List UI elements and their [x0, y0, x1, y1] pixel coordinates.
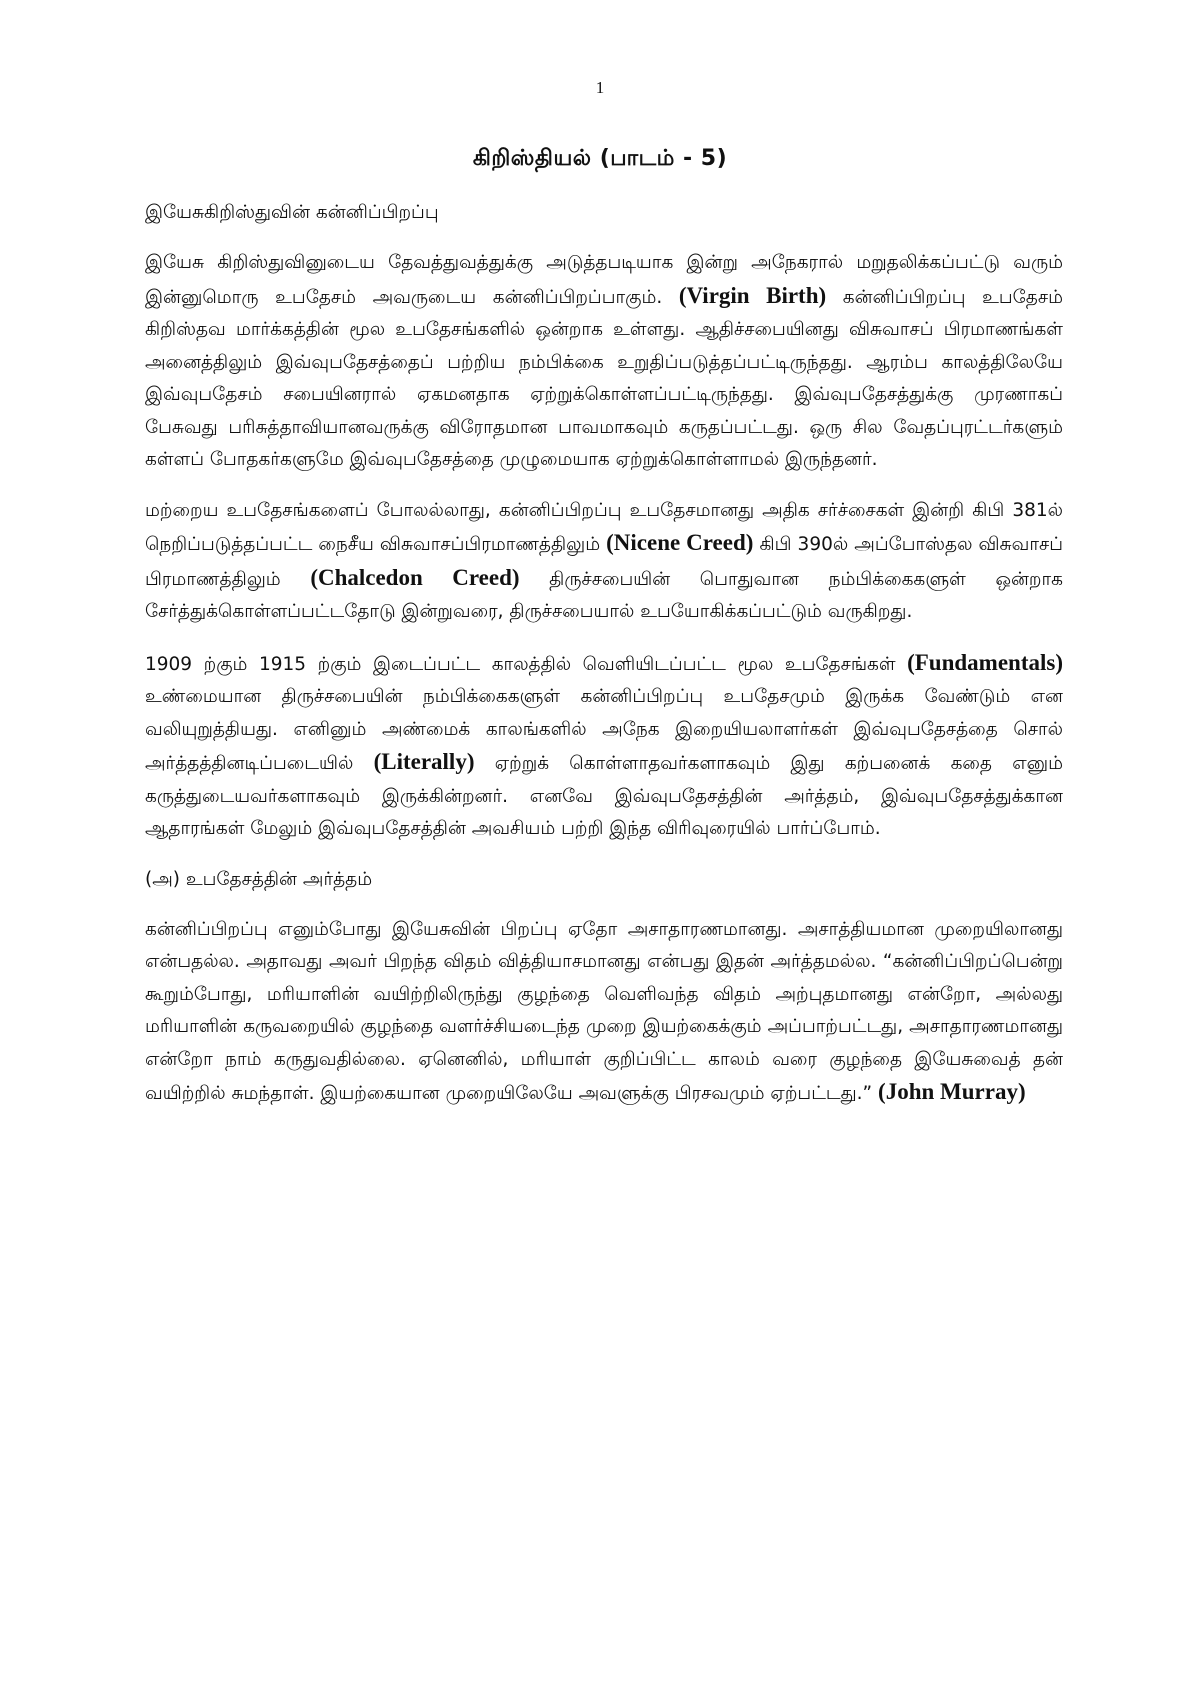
paragraph-2-text-c: திருச்சபையின் பொதுவான நம்பிக்கைகளுள் ஒன்றாக சேர்த்துக்கொள்ளப்பட்டதோடு இன்றுவரை, திருச்சபையால் உபயோகிக்கப்பட்டும் வருகிறது. [145, 568, 1063, 622]
paragraph-4 [145, 914, 1063, 1111]
paragraph-1-text-b: கன்னிப்பிறப்பு உபதேசம் கிறிஸ்தவ மார்க்கத்தின் மூல உபதேசங்களில் ஒன்றாக உள்ளது. ஆதிச்சபையினது விசுவாசப் பிரமாணங்கள் அனைத்திலும் இவ்வுபதேசத்தைப் பற்றிய நம்பிக்கை உறுதிப்படுத்தப்பட்டிருந்தது. ஆரம்ப காலத்திலேயே இவ்வுபதேசம் சபையினரால் ஏகமனதாக ஏற்றுக்கொள்ளப்பட்டிருந்தது. இவ்வுபதேசத்துக்கு முரணாகப் பேசுவது பரிசுத்தாவியானவருக்கு விரோதமான பாவமாகவும் கருதப்பட்டது. ஒரு சில வேதப்புரட்டர்களும் கள்ளப் போதகர்களுமே இவ்வுபதேசத்தை முழுமையாக ஏற்றுக்கொள்ளாமல் இருந்தனர். [145, 286, 1063, 470]
term-fundamentals: (Fundamentals) [907, 649, 1063, 675]
term-chalcedon-creed: (Chalcedon Creed) [310, 564, 520, 590]
paragraph-3-text-b: உண்மையான திருச்சபையின் நம்பிக்கைகளுள் கன்னிப்பிறப்பு உபதேசமும் இருக்க வேண்டும் என வலியுறுத்தியது. எனினும் அண்மைக் காலங்களில் அநேக இறையியலாளர்கள் இவ்வுபதேசத்தை சொல் அர்த்தத்தினடிப்படையில் [145, 686, 1063, 774]
paragraph-1-text-a: இயேசு கிறிஸ்துவினுடைய தேவத்துவத்துக்கு அடுத்தபடியாக இன்று அநேகரால் மறுதலிக்கப்பட்டு வரும் இன்னுமொரு உபதேசம் அவருடைய கன்னிப்பிறப்பாகும். [145, 252, 1063, 308]
section-heading: இயேசுகிறிஸ்துவின் கன்னிப்பிறப்பு [145, 202, 439, 223]
paragraph-1 [145, 247, 1063, 477]
paragraph-3-text-c: ஏற்றுக் கொள்ளாதவர்களாகவும் இது கற்பனைக் கதை எனும் கருத்துடையவர்களாகவும் இருக்கின்றனர். எனவே இவ்வுபதேசத்தின் அர்த்தம், இவ்வுபதேசத்துக்கான ஆதாரங்கள் மேலும் இவ்வுபதேசத்தின் அவசியம் பற்றி இந்த விரிவுரையில் பார்ப்போம். [145, 753, 1064, 839]
term-nicene-creed: (Nicene Creed) [606, 530, 754, 555]
subheading-meaning: (அ) உபதேசத்தின் அர்த்தம் [145, 868, 373, 890]
quote-source: (John Murray) [878, 1079, 1026, 1104]
document-body [145, 197, 1063, 1129]
term-literally: (Literally) [373, 749, 475, 774]
page-number: 1 [595, 78, 605, 97]
paragraph-4-text-a: கன்னிப்பிறப்பு எனும்போது இயேசுவின் பிறப்பு ஏதோ அசாதாரணமானது. அசாத்தியமான முறையிலானது என்பதல்ல. அதாவது அவர் பிறந்த விதம் வித்தியாசமானது என்பது இதன் அர்த்தமல்ல. “கன்னிப்பிறப்பென்று கூறும்போது, மரியாளின் வயிற்றிலிருந்து குழந்தை வெளிவந்த விதம் அற்புதமானது என்றோ, அல்லது மரியாளின் கருவறையில் குழந்தை வளர்ச்சியடைந்த முறை இயற்கைக்கும் அப்பாற்பட்டது, அசாதாரணமானது என்றோ நாம் கருதுவதில்லை. ஏனெனில், மரியாள் குறிப்பிட்ட காலம் வரை குழந்தை இயேசுவைத் தன் வயிற்றில் சுமந்தாள். இயற்கையான முறையிலேயே அவளுக்கு பிரசவமும் ஏற்பட்டது.” [145, 918, 1063, 1104]
term-virgin-birth: (Virgin Birth) [678, 282, 827, 308]
paragraph-3-text-a: 1909 ற்கும் 1915 ற்கும் இடைப்பட்ட காலத்தில் வெளியிடப்பட்ட மூல உபதேசங்கள் [145, 653, 908, 675]
paragraph-3 [145, 647, 1063, 846]
paragraph-2-text-b: கிபி 390ல் அப்போஸ்தல விசுவாசப் பிரமாணத்திலும் [145, 534, 1063, 590]
paragraph-2-text-a: மற்றைய உபதேசங்களைப் போலல்லாது, கன்னிப்பிறப்பு உபதேசமானது அதிக சர்ச்சைகள் இன்றி கிபி 381ல் நெறிப்படுத்தப்பட்ட நைசீய விசுவாசப்பிரமாணத்திலும் [145, 499, 1063, 555]
page-title: கிறிஸ்தியல் (பாடம் - 5) [472, 146, 728, 171]
paragraph-2 [145, 495, 1063, 629]
